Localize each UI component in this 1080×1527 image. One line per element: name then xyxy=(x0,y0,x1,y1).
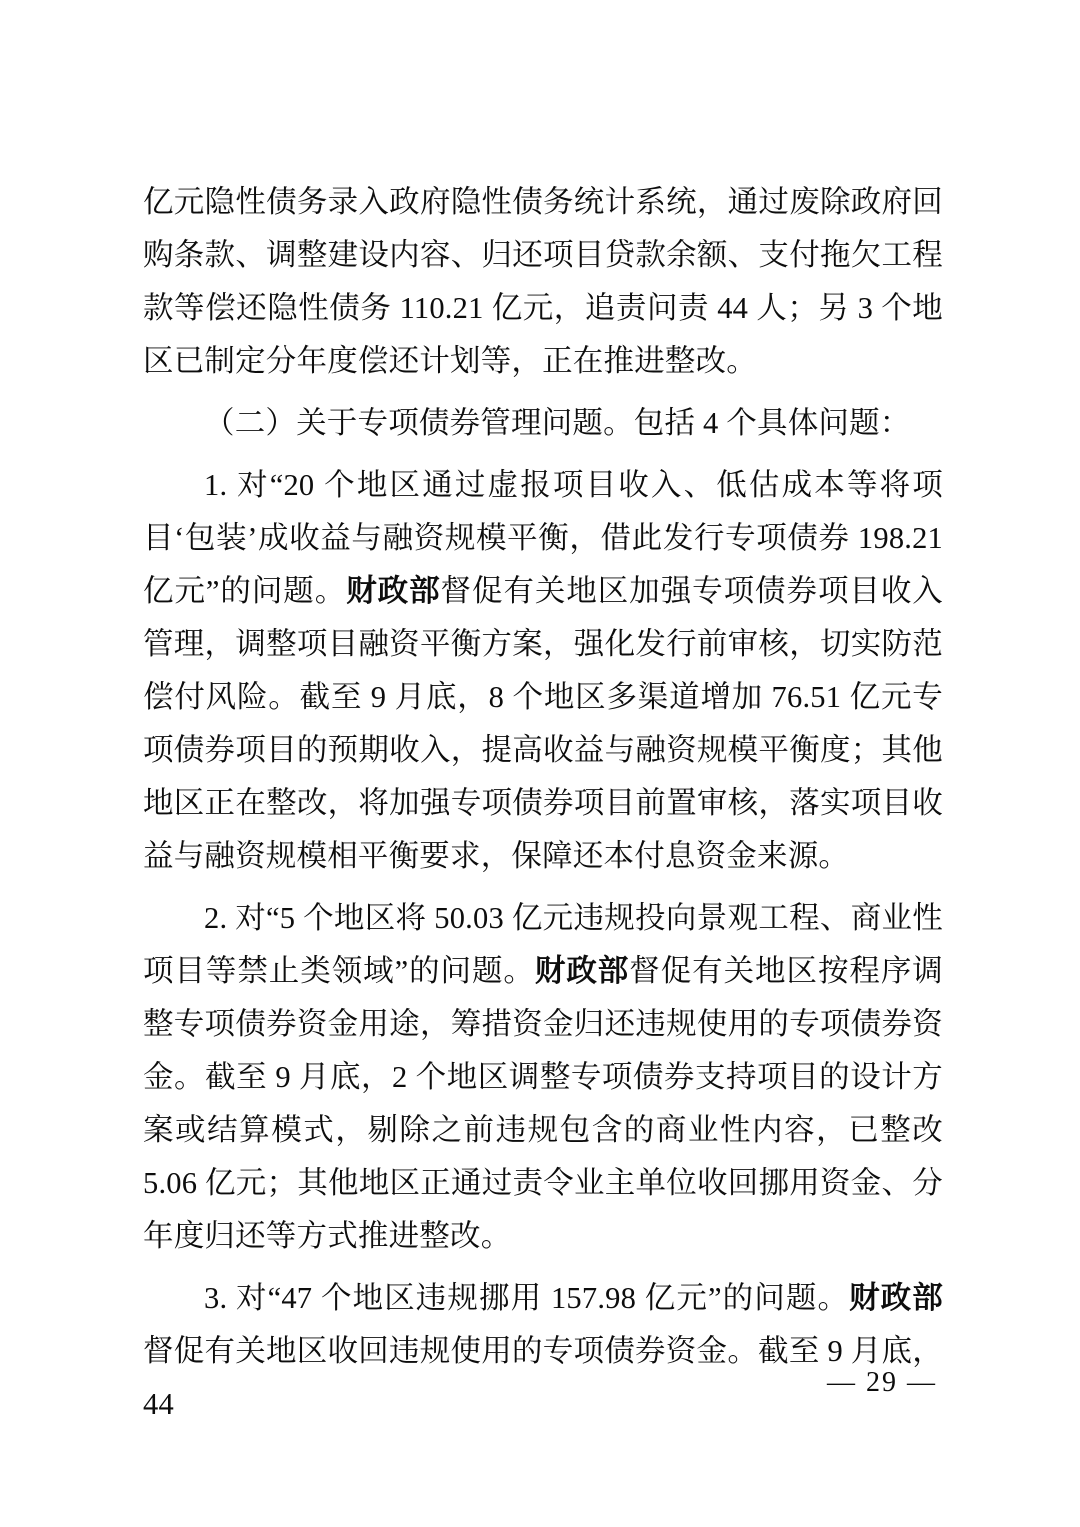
item-3-text-a: 3. 对“47 个地区违规挪用 157.98 亿元”的问题。 xyxy=(204,1281,850,1315)
paragraph-spacer xyxy=(143,883,943,892)
item-2-text-b: 督促有关地区按程序调整专项债券资金用途，筹措资金归还违规使用的专项债券资金。截至 9 月底，2 个地区调整专项债券支持项目的设计方案或结算模式，剔除之前违规包含的商业性内容，已整改 5.06 亿元；其他地区正通过责令业主单位收回挪用资金、分年度归还等方式推进整改。 xyxy=(143,954,943,1253)
paragraph-section-heading: （二）关于专项债券管理问题。包括 4 个具体问题： xyxy=(204,406,911,440)
page-number: — 29 — xyxy=(827,1367,937,1398)
item-2-agency: 财政部 xyxy=(534,954,630,988)
item-3-text-b: 督促有关地区收回违规使用的专项债券资金。截至 9 月底，44 xyxy=(143,1334,943,1421)
page-body xyxy=(143,176,943,1431)
item-1-text-a: 1. 对“20 个地区通过虚报项目收入、低估成本等将项目‘包装’成收益与融资规模平衡，借此发行专项债券 198.21 亿元”的问题。 xyxy=(143,468,943,608)
paragraph-spacer xyxy=(143,388,943,397)
paragraph-item-3 xyxy=(143,1272,943,1431)
item-1-text-b: 督促有关地区加强专项债券项目收入管理，调整项目融资平衡方案，强化发行前审核，切实防范偿付风险。截至 9 月底，8 个地区多渠道增加 76.51 亿元专项债券项目的预期收入，提高收益与融资规模平衡度；其他地区正在整改，将加强专项债券项目前置审核，落实项目收益与融资规模相平衡要求，保障还本付息资金来源。 xyxy=(143,574,943,873)
item-2-text-a: 2. 对“5 个地区将 50.03 亿元违规投向景观工程、商业性项目等禁止类领域”的问题。 xyxy=(143,901,943,988)
paragraph-item-1 xyxy=(143,459,943,883)
paragraph-spacer xyxy=(143,450,943,459)
paragraph-spacer xyxy=(143,1263,943,1272)
item-1-agency: 财政部 xyxy=(346,574,441,608)
item-3-agency: 财政部 xyxy=(849,1281,943,1315)
paragraph-1: 亿元隐性债务录入政府隐性债务统计系统，通过废除政府回购条款、调整建设内容、归还项目贷款余额、支付拖欠工程款等偿还隐性债务 110.21 亿元，追责问责 44 人；另 3 个地区已制定分年度偿还计划等，正在推进整改。 xyxy=(143,185,943,378)
paragraph-item-2 xyxy=(143,892,943,1263)
